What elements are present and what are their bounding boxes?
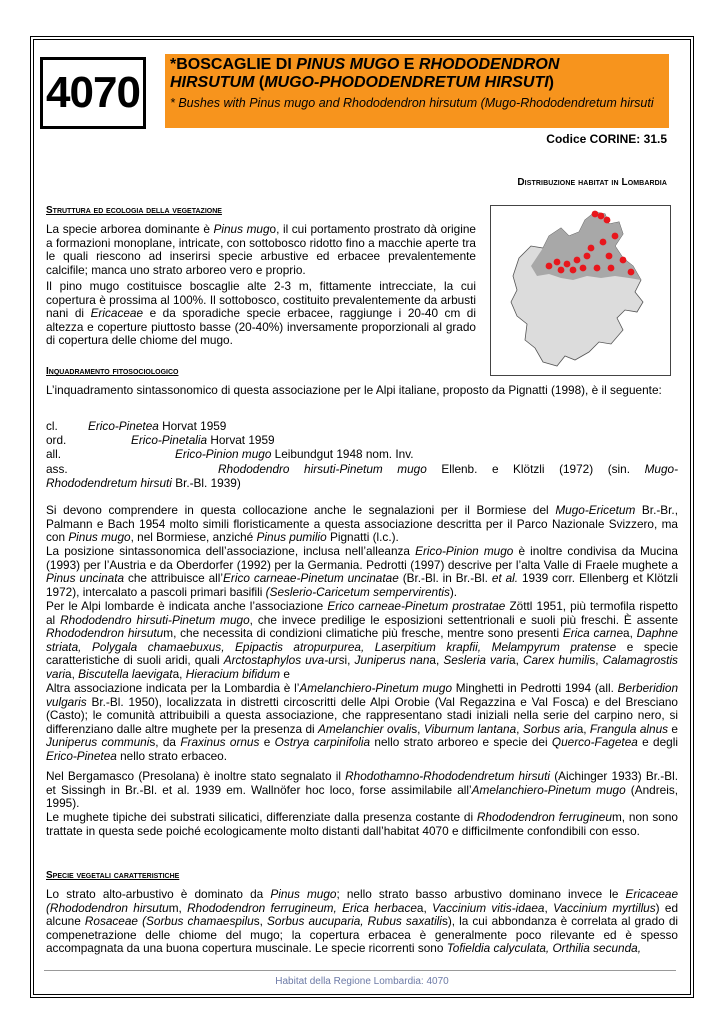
occurrence-point [564, 261, 571, 268]
text-run: Rhodothamno-Rhododendretum hirsuti [345, 769, 551, 783]
text-run: m, [168, 900, 188, 915]
text-run: Frangula alnus [589, 721, 669, 736]
text-run: (Seslerio-Caricetum sempervirentis [265, 584, 450, 599]
text-run: Erico-Pinion mugo [415, 544, 514, 558]
text-run: Sesleria vari [443, 653, 510, 668]
text-run: Ericaceae [90, 306, 144, 321]
text-run: nello strato arboreo e specie dei [370, 735, 552, 750]
text-run: Pinus mug [213, 222, 270, 236]
paragraph-phyto-b [46, 545, 678, 599]
text-run: a, [172, 666, 186, 681]
text-run: s, da [149, 735, 181, 750]
text-run: (Br.-Bl. in Br.-Bl. [398, 571, 492, 586]
text-run: Altra associazione indicata per la Lombardia è l’ [46, 681, 300, 695]
occurrence-point [546, 263, 553, 270]
text-run: e da sporadiche specie erbacee, raggiunge i 20-40 cm di altezza e coperture piuttosto basse (20-40%) inversamente proporzionali al grado di copertura delle chiome del mugo. [46, 306, 476, 348]
text-run: Si devono comprendere in questa collocazione anche le segnalazioni per il Bormiese del [46, 503, 556, 517]
text-run: Vaccinium myrtillus [553, 900, 656, 915]
distribution-heading-text: Distribuzione habitat in Lombardia [517, 177, 667, 188]
text-run: Arctostaphylos uva-urs [223, 653, 345, 668]
text-run: Rhododendro hirsuti-Pinetum mugo [60, 612, 250, 627]
text-run: ). [449, 584, 458, 599]
occurrence-point [608, 265, 615, 272]
title-part: HIRSUTUM [170, 74, 255, 91]
text-run: Amelanchiero-Pinetum mugo [299, 681, 453, 695]
paragraph-species [46, 888, 678, 956]
occurrence-point [604, 217, 611, 224]
text-run: Pinus mugo [270, 887, 337, 901]
text-run: che attribuisce all’ [124, 571, 224, 586]
text-run: (Andreis, 1995). [46, 782, 678, 811]
text-run: Rosaceae [84, 914, 138, 929]
paragraph-phyto-c [46, 600, 678, 682]
syntaxon-synonym-line [46, 476, 241, 490]
occurrence-point [558, 267, 565, 274]
text-run: Viburnum lantana [423, 721, 517, 736]
syntaxon-class [88, 419, 226, 433]
text-run: Erico carneae-Pinetum prostratae [327, 599, 506, 613]
text-run: Rhododendron ferrugineum, Erica herbace [187, 900, 417, 915]
syntaxon-author: Horvat 1959 [207, 433, 275, 447]
text-run: Ostrya carpinifolia [274, 735, 371, 750]
text-run: m, che necessita di condizioni climatiche più fresche, mentre sono presenti [163, 626, 563, 641]
text-run: a, [429, 653, 444, 668]
text-run: Carex humili [522, 653, 590, 668]
text-run: s, [411, 721, 424, 736]
distribution-map [490, 205, 671, 376]
habitat-subtitle: * Bushes with Pinus mugo and Rhododendron hirsutum (Mugo-Rhododendretum hirsuti [170, 96, 654, 110]
text-run: Pignatti (l.c.). [326, 530, 399, 545]
text-run: , nel Bormiese, anziché [130, 530, 257, 545]
text-run: s, [253, 914, 268, 929]
text-run: Erica carne [562, 626, 624, 641]
text-run: Amelanchiero-Pinetum mugo [471, 782, 626, 797]
syntaxon-synonym: Rhododendretum hirsuti [46, 476, 172, 490]
syntaxon-name: Erico-Pinetalia [131, 433, 208, 447]
syntaxon-rank: ass. [46, 462, 68, 476]
text-run: nello strato erbaceo. [116, 748, 227, 763]
paragraph-phyto-f [46, 811, 678, 838]
text-run: et al. [491, 571, 519, 586]
text-run: Le mughete tipiche dei substrati silicatici, differenziate dalla presenza costante di [46, 810, 477, 824]
text-run: è inoltre condivisa da Mucina (1993) per l’Austria e da Oberdorfer (1992) per la Germania. Pedrotti (1997) descrive per l’alta Valle di Fraele mughete a [46, 544, 678, 572]
occurrence-point [574, 257, 581, 264]
habitat-code: 4070 [40, 57, 146, 129]
text-run: e degli [637, 735, 678, 750]
text-run: Mugo-Ericetum [555, 503, 636, 517]
text-run: , [516, 721, 523, 736]
text-run: Ericaceae [625, 887, 679, 901]
syntaxon-rank: cl. [46, 419, 58, 433]
text-run: La posizione sintassonomica dell’associazione, inclusa nell’alleanza [46, 544, 416, 558]
text-run: ) ed alcune [46, 900, 679, 929]
text-run: Juniperus nan [354, 653, 430, 668]
section-heading-text: Inquadramento fitosociologico [46, 366, 179, 377]
corine-code: Codice CORINE: 31.5 [546, 132, 667, 146]
text-run: Berberidion vulgaris [46, 681, 679, 709]
text-run: , che invece predilige le esposizioni settentrionali e suoli più freschi. È assente [249, 612, 679, 627]
text-run: Rhododendron hirsutu [46, 626, 164, 641]
text-run: Erico-Pinetea [46, 748, 117, 763]
section-heading-structure [46, 205, 222, 216]
syntaxon-order [131, 433, 275, 447]
text-run: Vaccinium vitis-idaea [432, 900, 545, 915]
text-run: i, [344, 653, 355, 668]
occurrence-point [606, 253, 613, 260]
text-run: Erico carneae-Pinetum uncinatae [223, 571, 399, 586]
text-run: e [280, 666, 290, 681]
syntaxon-author: Ellenb. e Klötzli (1972) (sin. [426, 462, 645, 476]
text-run: Juniperus communi [46, 735, 150, 750]
paragraph-phyto-a [46, 504, 678, 545]
title-part: ) [548, 74, 554, 91]
text-run: Biscutella laevigat [78, 666, 173, 681]
distribution-heading [517, 177, 667, 188]
text-run: Sorbus aucuparia, Rubus saxatili [267, 914, 442, 929]
text-run: a, [416, 900, 433, 915]
syntaxon-author: Leibundgut 1948 nom. Inv. [271, 447, 414, 461]
syntaxon-alliance [175, 447, 414, 461]
occurrence-point [554, 259, 561, 266]
text-run: Amelanchier ovali [318, 721, 412, 736]
text-run: Nel Bergamasco (Presolana) è inoltre stato segnalato il [46, 769, 346, 783]
page-footer: Habitat della Regione Lombardia: 4070 [275, 976, 449, 987]
paragraph-structure-1 [46, 223, 476, 277]
syntaxon-author: Horvat 1959 [158, 419, 227, 433]
text-run: a, [623, 626, 637, 641]
occurrence-point [588, 245, 595, 252]
occurrence-point [594, 265, 601, 272]
syntaxon-author: Br.-Bl. 1939) [171, 476, 241, 490]
text-run: Pinus uncinata [46, 571, 125, 586]
text-run: Br.-Bl. 1950), localizzata in distretti circoscritti delle Alpi Orobie (Val Regazzina e Val Fosca) e del Bresciano (Casto); le comunità attribuibili a questa associazione, che rappresentano stadi iniziali nella serie del carpino nero, si differenziano dalle altre mughete per la presenza di [46, 694, 678, 736]
syntaxon-synonym: Mugo- [644, 462, 679, 476]
text-run: Fraxinus ornus [180, 735, 260, 750]
text-run: La specie arborea dominante è [46, 222, 214, 236]
occurrence-point [628, 269, 635, 276]
syntaxon-association [218, 462, 678, 476]
paragraph-phyto-d [46, 682, 678, 764]
text-run: Rhododendron ferrugineu [476, 810, 612, 824]
text-run: , [544, 900, 554, 915]
text-run: (Rhododendron hirsutu [46, 900, 169, 915]
occurrence-point [620, 257, 627, 264]
text-run: Br.-Br., Palmann e Bach 1954 molto simili floristicamente a questa associazione descritta per il Parco Nazionale Svizzero, ma con [46, 503, 678, 545]
text-run: Pinus mugo [68, 530, 131, 545]
syntaxon-rank: all. [46, 447, 62, 461]
text-run: a, [576, 721, 590, 736]
text-run: Il pino mugo costituisce boscaglie alte 2-3 m, fittamente intrecciate, la cui copertura è prossima al 100%. Il sottobosco, costituito prevalentemente da arbusti nani di [46, 279, 476, 321]
text-run: o, il cui portamento prostrato dà origine a formazioni monoplane, intricate, con sottobosco ridotto fino a macchie aperte tra le quali riescono ad inserirsi specie arbustive ed erbacee prevalentemente calcifile; manca uno strato arboreo vero e proprio. [46, 222, 476, 277]
text-run: Per le Alpi lombarde è indicata anche l’associazione [46, 599, 328, 613]
text-run: (Aichinger 1933) Br.-Bl. et Sissingh in Br.-Bl. et al. 1939 em. Wallnöfer hoc loco, forse assimilabile all’ [46, 769, 679, 797]
text-run: Zöttl 1951, più termofila rispetto al [46, 599, 678, 627]
text-run: s, [589, 653, 603, 668]
title-part: RHODODENDRON [418, 56, 560, 73]
occurrence-point [600, 239, 607, 246]
text-run: Calamagrostis vari [46, 653, 678, 681]
text-run: Minghetti in Pedrotti 1994 (all. [452, 681, 618, 695]
text-run: Tofieldia calyculata, Orthilia secunda, [446, 941, 642, 956]
syntaxon-name: Erico-Pinetea [88, 419, 159, 433]
alpine-area [531, 212, 641, 280]
paragraph-structure-2 [46, 280, 476, 348]
occurrence-point [570, 267, 577, 274]
section-heading-text: Struttura ed ecologia della vegetazione [46, 205, 222, 216]
occurrence-point [612, 233, 619, 240]
title-part: *BOSCAGLIE DI [170, 56, 297, 73]
text-run: Daphne striata, Polygala chamaebuxus, Epipactis atropurpurea, Laserpitium krapfii, Melampyrum pratense [46, 626, 678, 654]
footer-rule [44, 970, 676, 971]
section-heading-text: Specie vegetali caratteristiche [46, 870, 180, 881]
text-run: (Sorbus chamaespilu [142, 914, 254, 929]
habitat-title [170, 56, 660, 92]
syntaxon-name: Erico-Pinion mugo [175, 447, 272, 461]
syntaxon-name: Rhododendro hirsuti-Pinetum mugo [218, 462, 427, 476]
text-run: s), la cui abbondanza è correlata al grado di compenetrazione delle chiome del mugo; la copertura erbacea è generalmente poco rilevante ed è spesso accompagnata da una buona copertura muscinale. Le specie ricorrenti sono [46, 914, 678, 956]
occurrence-point [598, 213, 605, 220]
text-run: ; nello strato basso arbustivo dominano invece le [336, 887, 626, 901]
text-run: Hieracium bifidum [185, 666, 281, 681]
text-run: Sorbus ari [522, 721, 577, 736]
text-run: e [668, 721, 678, 736]
lombardy-map-svg [491, 206, 670, 375]
text-run: e specie caratteristiche di suoli aridi, quali [46, 639, 679, 668]
paragraph-phyto-e [46, 770, 678, 811]
title-part: PINUS MUGO [296, 56, 400, 73]
syntaxon-rank: ord. [46, 433, 67, 447]
section-heading-phytosociology [46, 366, 178, 377]
text-run: Querco-Fagetea [551, 735, 638, 750]
title-part: MUGO-PHODODENDRETUM HIRSUTI [264, 74, 549, 91]
section-heading-species [46, 870, 179, 881]
text-run: 1939 corr. Ellenberg et Klötzli 1972), intercalato a pascoli primari basifili [46, 571, 679, 599]
occurrence-point [584, 253, 591, 260]
text-run: Pinus pumilio [256, 530, 327, 545]
paragraph-phyto-intro: L’inquadramento sintassonomico di questa associazione per le Alpi italiane, proposto da Pignatti (1998), è il seguente: [46, 383, 662, 397]
text-run: Lo strato alto-arbustivo è dominato da [46, 887, 271, 901]
text-run: e [259, 735, 275, 750]
title-part: E [399, 56, 419, 73]
occurrence-point [580, 265, 587, 272]
text-run: a, [65, 666, 79, 681]
text-run: a, [509, 653, 523, 668]
text-run: m, non sono trattate in questa sede poiché ecologicamente molto distanti dall’habitat 4070 e difficilmente confondibili con esso. [46, 810, 678, 838]
title-part: ( [254, 74, 265, 91]
occurrence-point [592, 211, 599, 218]
